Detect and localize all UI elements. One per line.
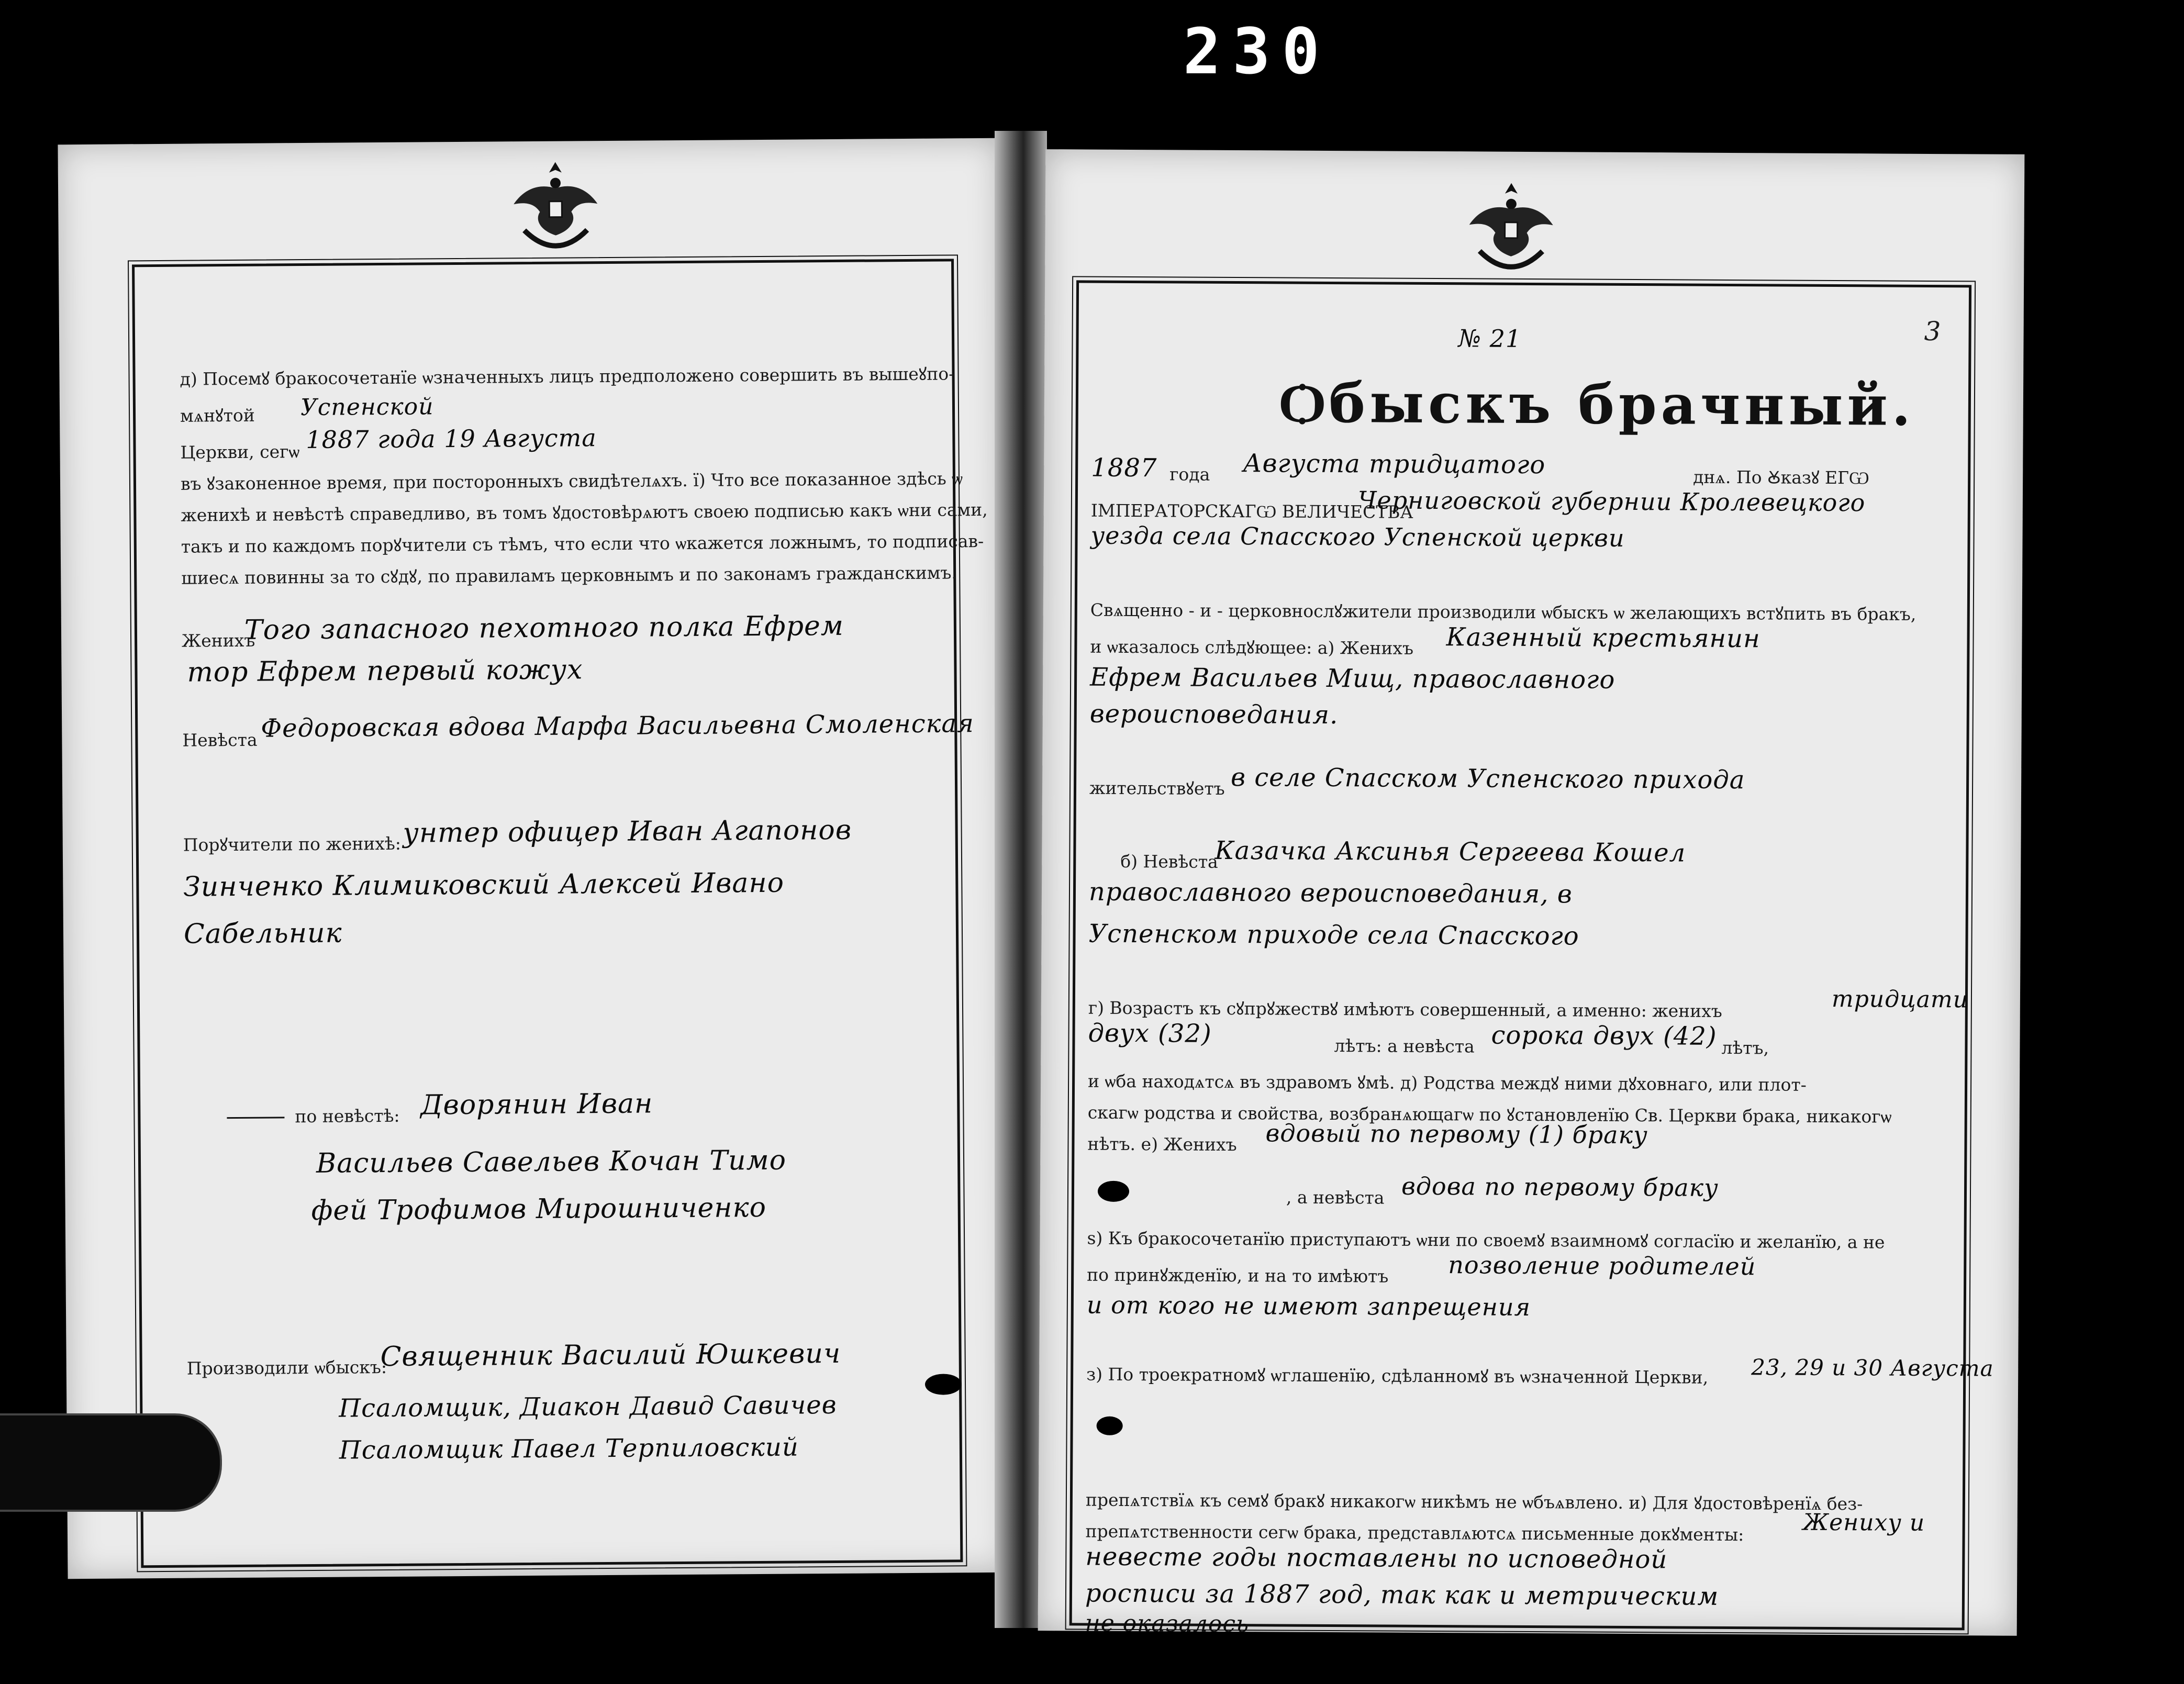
zhitelstvo-value: в селе Спасском Успенского прихода — [1230, 762, 1745, 795]
nevesta-line1: Казачка Аксинья Сергеева Кошел — [1214, 835, 1686, 868]
z-po-troekratnomu-line: з) По троекратномꙋ ѡглашенїю, сдѣланномꙋ въ ѡзначенной Церкви, — [1086, 1364, 1709, 1388]
net-label: нѣтъ. е) Женихъ — [1087, 1133, 1237, 1155]
g-vozrast-line: г) Возрастъ къ сꙋпрꙋжествꙋ имѣютъ совершенный, а именно: женихъ — [1088, 997, 1722, 1021]
d-clause: д) Посемꙋ бракосочетанїе ѡзначенныхъ лицъ предположено совершить въ вышеꙋпо- — [180, 363, 955, 389]
prepiatstviia-line: препѧтствїѧ къ семꙋ бракꙋ никакогѡ никѣмъ не ѡбъѧвлено. и) Для ꙋдостовѣренїѧ без- — [1085, 1489, 1863, 1514]
po-neveste-label: по невѣстѣ: — [295, 1105, 400, 1127]
zhenikh-status: Казенный крестьянин — [1446, 622, 1760, 654]
poruchiteli-zhenikh-label: Порꙋчители по женихѣ: — [183, 833, 402, 855]
imperial-eagle-crest-icon — [503, 151, 608, 262]
skago-line: скагѡ родства и свойства, возбранѧющагѡ по ꙋстановленїю Св. Церкви брака, никакогѡ — [1087, 1102, 1892, 1127]
zhenikh-confession: вероисповедания. — [1089, 699, 1339, 730]
zhenikh-label: Женихъ — [181, 630, 255, 651]
oba-line: и ѡба находѧтсѧ въ здравомъ ꙋмѣ. д) Родства междꙋ ними дꙋховнаго, или плот- — [1088, 1070, 1807, 1095]
poruchitel-zhenikh-line1: унтер офицер Иван Агапонов — [403, 814, 852, 849]
let-nevesta-label: лѣтъ: а невѣста — [1334, 1035, 1475, 1057]
right-page — [1038, 149, 2025, 1636]
record-month-day: Августа тридцатого — [1243, 449, 1546, 480]
tak-line: такъ и по каждомъ порꙋчители съ тѣмъ, что если что ѡкажется ложнымъ, то подписав- — [181, 530, 984, 557]
nevesta-label: Невѣста — [182, 729, 258, 751]
dokumenty-line4: не оказалось — [1085, 1610, 1250, 1638]
poruchitel-nevesta-line2: Васильев Савельев Кочан Тимо — [316, 1144, 787, 1179]
ink-blot — [1098, 1181, 1129, 1202]
imeiut-value-1: позволение родителей — [1448, 1251, 1756, 1281]
left-page — [58, 138, 1010, 1579]
mianutoy-label: мѧнꙋтой — [180, 405, 255, 426]
b-nevesta-label: б) Невѣста — [1120, 851, 1218, 872]
zhenikh-line: женихѣ и невѣстѣ справедливо, въ томъ ꙋдостовѣрѧютъ своею подписью какъ ѡни сами, — [181, 499, 988, 526]
zhenikh-name-line2: тор Ефрем первый кожух — [187, 654, 583, 688]
proizvodili-line2: Псаломщик, Диакон Давид Савичев — [339, 1390, 837, 1423]
record-year: 1887 — [1091, 453, 1157, 483]
z-brakosochetaniyu-line: ѕ) Къ бракосочетанїю приступаютъ ѡни по своемꙋ взаимномꙋ согласїю и желанїю, а не — [1087, 1228, 1885, 1253]
uzakonennoe-line: въ ꙋзаконенное время, при посторонныхъ свидѣтелѧхъ. ї) Что все показанное здѣсь ѡ — [180, 468, 963, 494]
prepiatstvennosti-line: препѧтственности сегѡ брака, представлѧютсѧ письменные докꙋменты: — [1085, 1521, 1744, 1545]
oglashenie-dates: 23, 29 и 30 Августа — [1751, 1354, 1994, 1381]
goda-label: года — [1169, 464, 1210, 485]
a-nevesta-label: , а невѣста — [1286, 1187, 1385, 1208]
document-title: Ѻбыскъ брачный. — [1279, 370, 1915, 438]
archive-tab-marker — [0, 1413, 222, 1512]
dokumenty-line1: Жениху и — [1802, 1509, 1925, 1536]
ink-blot — [1097, 1417, 1123, 1435]
zhenikh-name-line1: Того запасного пехотного полка Ефрем — [244, 610, 844, 646]
nevesta-line2: православного вероисповедания, в — [1088, 877, 1573, 909]
imperatorskago-label: ІМПЕРАТОРСКАГѠ ВЕЛИЧЕСТВА — [1090, 500, 1413, 522]
dokumenty-line2: невесте годы поставлены по исповедной — [1085, 1542, 1668, 1575]
dnia-label: днѧ. По Ꙋказꙋ ЕГѠ — [1693, 466, 1869, 488]
zhenikh-brak: вдовый по первому (1) браку — [1265, 1119, 1648, 1150]
vozrast-nevesta: сорока двух (42) — [1491, 1020, 1717, 1051]
let-label: лѣтъ, — [1721, 1037, 1769, 1058]
vozrast-zhenikh-2: двух (32) — [1088, 1018, 1212, 1049]
poruchitel-nevesta-line3: фей Трофимов Мирошниченко — [311, 1191, 767, 1226]
nevesta-line3: Успенском приходе села Спасского — [1088, 919, 1579, 951]
po-prinuzhdeniyu-line: по принꙋжденїю, и на то имѣютъ — [1087, 1264, 1389, 1287]
nevesta-brak: вдова по первому браку — [1401, 1172, 1719, 1202]
marriage-date: 1887 года 19 Августа — [306, 423, 597, 454]
poruchitel-zhenikh-line2: Зинченко Климиковский Алексей Ивано — [183, 867, 785, 903]
folio-number: 230 — [1183, 16, 1331, 88]
svyashchenno-line: Свѧщенно - и - церковнослꙋжители производили ѡбыскъ ѡ желающихъ встꙋпить въ бракъ, — [1090, 599, 1916, 624]
imperial-eagle-crest-icon — [1458, 172, 1564, 283]
shiesia-line: шиесѧ повинны за то сꙋдꙋ, по правиламъ церковнымъ и по законамъ гражданскимъ. — [181, 562, 957, 588]
zhenikh-name: Ефрем Васильев Мищ, православного — [1089, 662, 1615, 695]
imeiut-value-2: и от кого не имеют запрещения — [1086, 1290, 1531, 1322]
vozrast-zhenikh-1: тридцати — [1831, 986, 1969, 1013]
poruchitel-nevesta-line1: Дворянин Иван — [420, 1088, 653, 1121]
guberniia-line1: Черниговской губернии Кролевецкого — [1357, 486, 1866, 517]
church-name: Успенской — [300, 393, 434, 421]
page-number: 3 — [1924, 316, 1941, 347]
proizvodili-label: Производили ѡбыскъ: — [186, 1356, 387, 1379]
proizvodili-line1: Священник Василий Юшкевич — [380, 1337, 841, 1373]
guberniia-line2: уезда села Спасского Успенской церкви — [1090, 521, 1625, 552]
okazalos-line: и ѡказалось слѣдꙋющее: а) Женихъ — [1090, 636, 1414, 659]
zhitelstvuet-label: жительствꙋетъ — [1089, 777, 1225, 799]
proizvodili-line3: Псаломщик Павел Терпиловский — [339, 1432, 799, 1465]
record-number: № 21 — [1458, 324, 1522, 353]
poruchitel-zhenikh-line3: Сабельник — [183, 917, 342, 950]
nevesta-name: Федоровская вдова Марфа Васильевна Смоленская — [261, 709, 974, 743]
tserkvi-label: Церкви, сегѡ — [180, 441, 300, 463]
dokumenty-line3: росписи за 1887 год, так как и метрическим — [1085, 1578, 1719, 1611]
